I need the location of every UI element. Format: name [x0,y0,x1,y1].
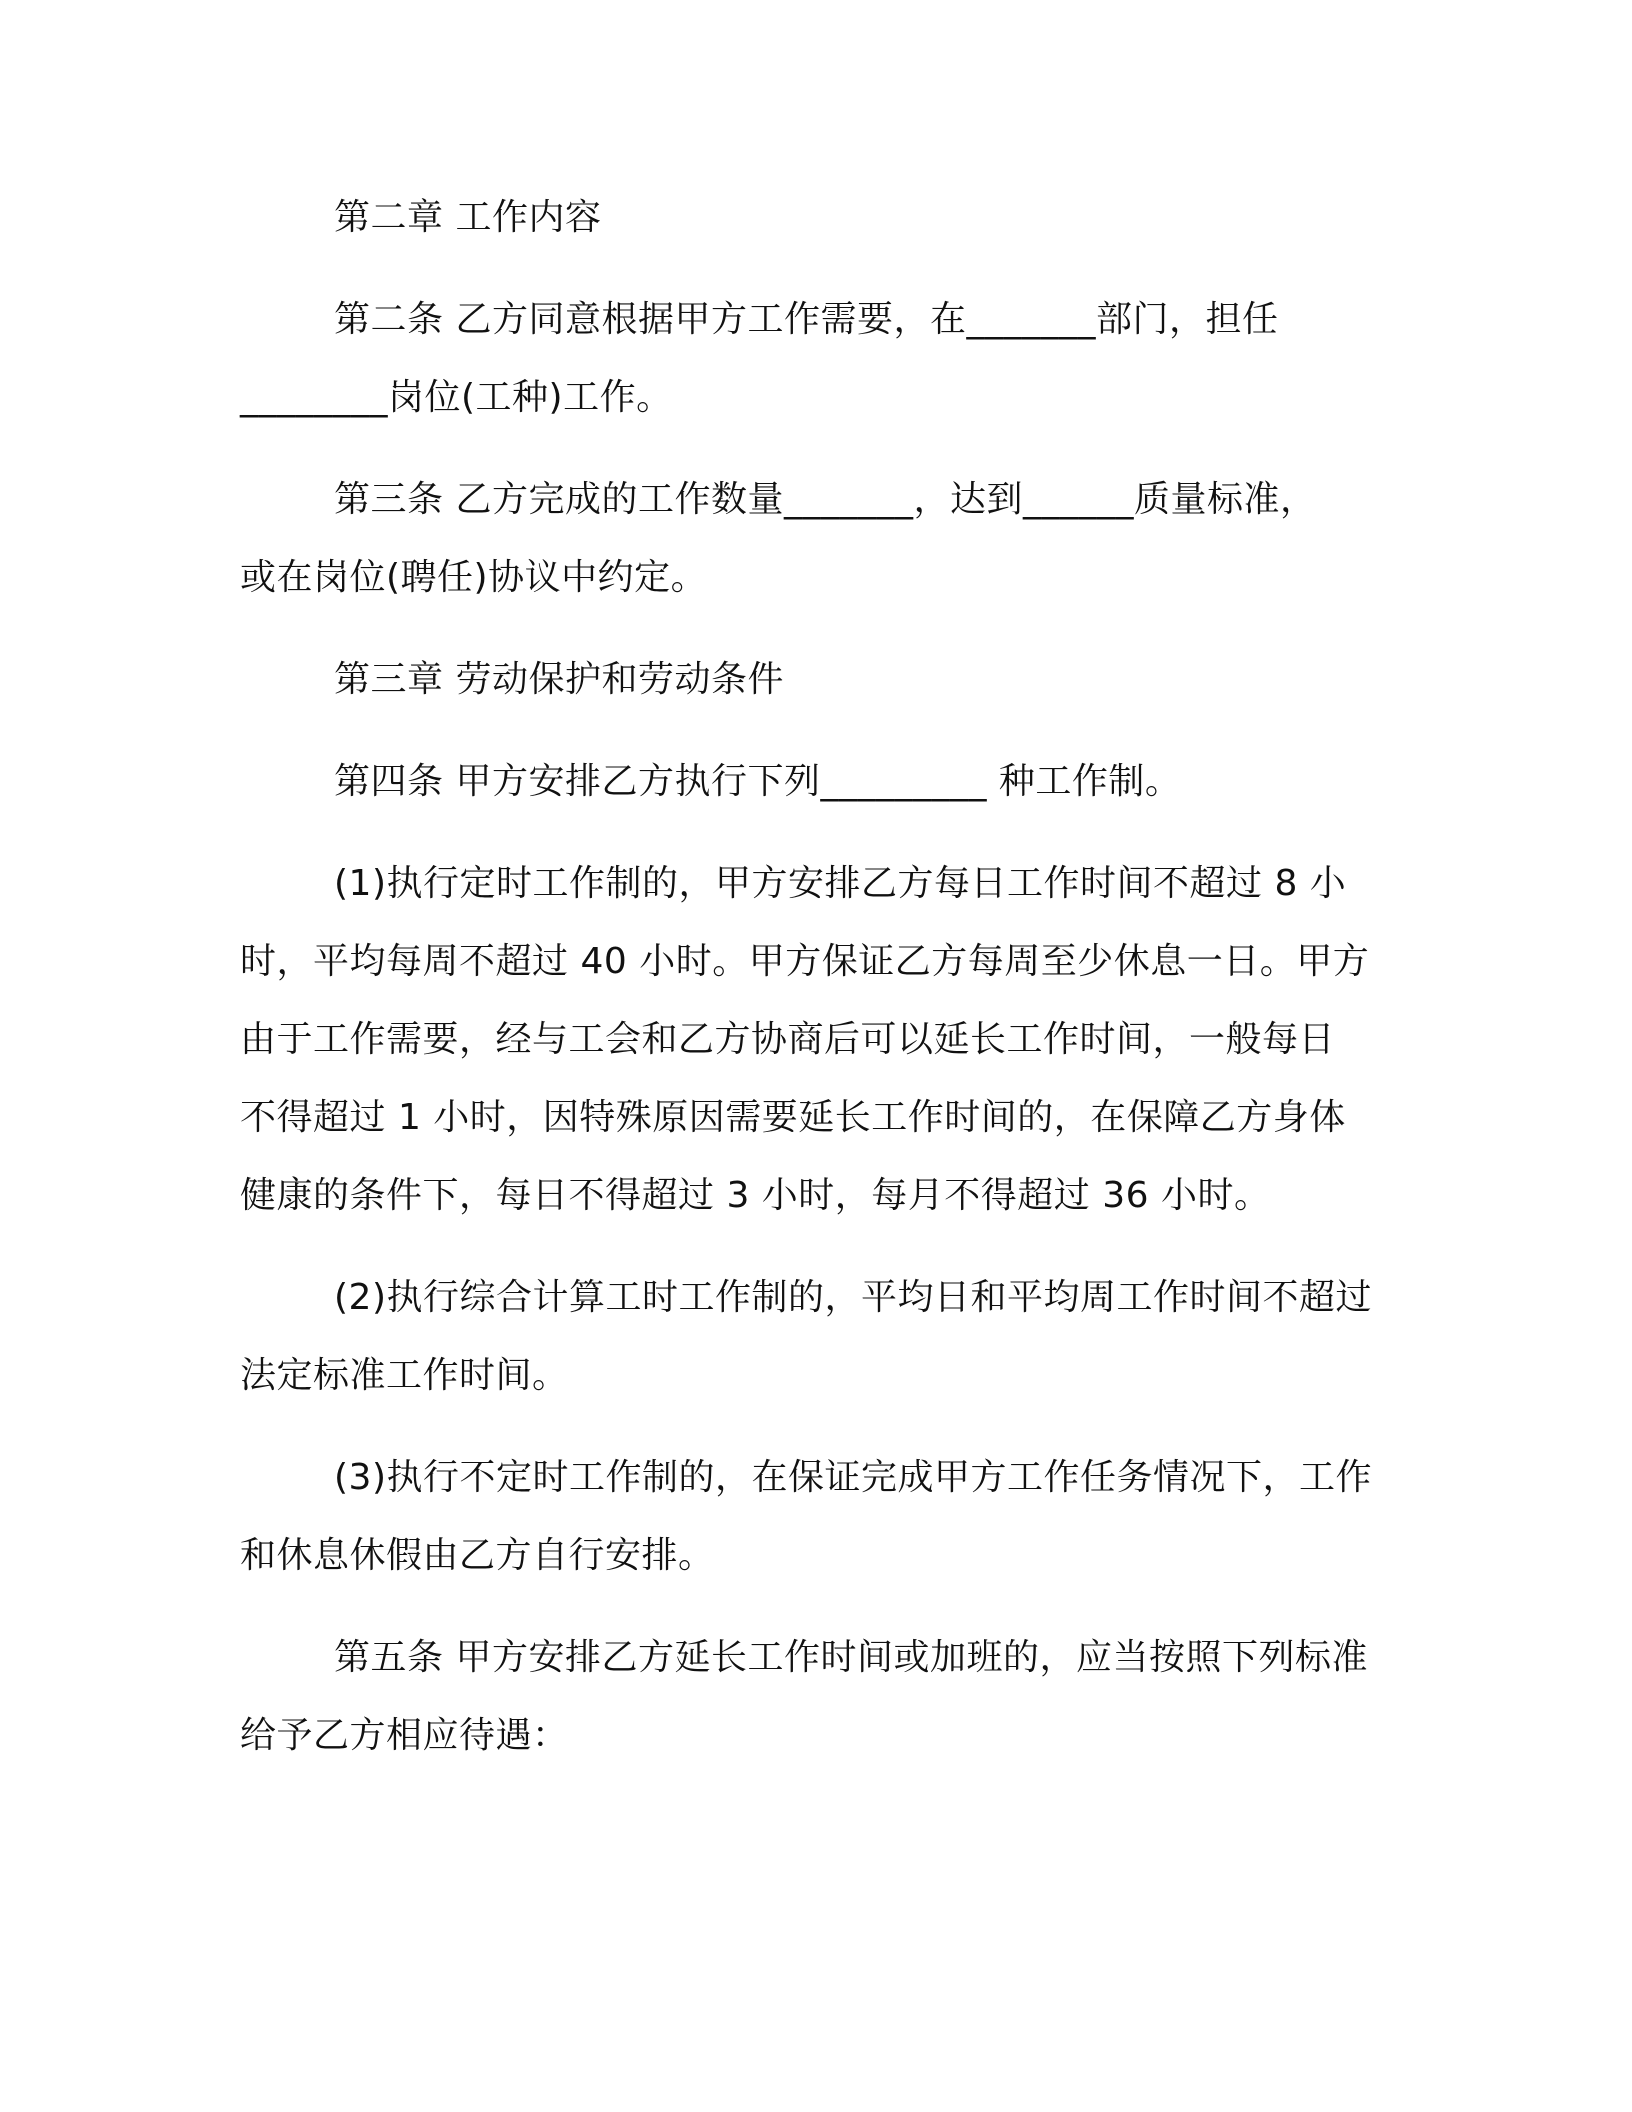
item-2-line-1: (2)执行综合计算工时工作制的，平均日和平均周工作时间不超过 [334,1277,1372,1318]
article-4-line: 第四条 甲方安排乙方执行下列_________ 种工作制。 [334,761,1182,802]
article-3-line-1: 第三条 乙方完成的工作数量_______，达到______质量标准， [334,479,1317,520]
article-5-line-1: 第五条 甲方安排乙方延长工作时间或加班的，应当按照下列标准 [334,1637,1368,1678]
item-1-line-3: 由于工作需要，经与工会和乙方协商后可以延长工作时间，一般每日 [240,1019,1336,1060]
item-1-line-2: 时，平均每周不超过 40 小时。甲方保证乙方每周至少休息一日。甲方 [240,941,1370,982]
item-1-line-1: (1)执行定时工作制的，甲方安排乙方每日工作时间不超过 8 小 [334,863,1347,904]
item-3-line-2: 和休息休假由乙方自行安排。 [240,1535,715,1576]
item-3-line-1: (3)执行不定时工作制的，在保证完成甲方工作任务情况下，工作 [334,1457,1372,1498]
item-2-line-2: 法定标准工作时间。 [240,1355,569,1396]
item-1-line-4: 不得超过 1 小时，因特殊原因需要延长工作时间的，在保障乙方身体 [240,1097,1346,1138]
chapter-3-heading: 第三章 劳动保护和劳动条件 [334,659,784,700]
item-1-line-5: 健康的条件下，每日不得超过 3 小时，每月不得超过 36 小时。 [240,1175,1271,1216]
chapter-2-heading: 第二章 工作内容 [334,197,602,238]
article-5-line-2: 给予乙方相应待遇： [240,1715,569,1756]
article-3-line-2: 或在岗位(聘任)协议中约定。 [240,557,708,598]
article-2-line-2: ________岗位(工种)工作。 [240,377,673,418]
article-2-line-1: 第二条 乙方同意根据甲方工作需要，在_______部门，担任 [334,299,1279,340]
